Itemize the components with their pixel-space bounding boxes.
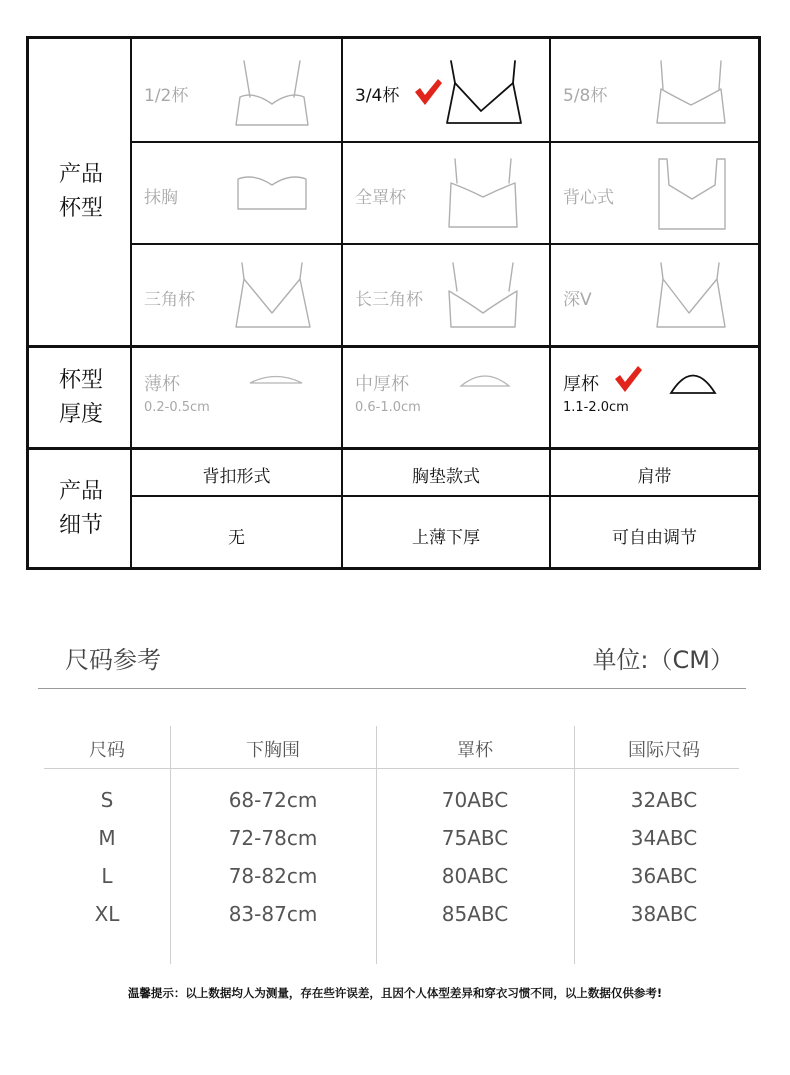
cup-type-label: 背心式 [563,188,614,208]
thickness-label: 厚杯 [563,374,599,395]
cup-type-label: 3/4杯 [355,86,400,106]
detail-header-cell [551,450,758,495]
half-cup-icon [232,59,312,131]
detail-value-cell [551,497,758,567]
detail-header: 背扣形式 [202,467,271,487]
table-cell: 80ABC [441,864,509,888]
table-cell: M [98,826,116,850]
cup-type-label: 5/8杯 [563,86,608,106]
detail-value-cell [132,497,341,567]
detail-value: 无 [228,528,245,548]
table-cell: 78-82cm [228,864,318,888]
deep-v-icon [651,261,731,333]
cup-type-cell [551,245,758,345]
table-cell: S [100,788,114,812]
medium-pad-icon [459,372,511,390]
table-cell: 75ABC [441,826,509,850]
thickness-range: 1.1-2.0cm [563,400,629,415]
detail-header: 肩带 [637,467,672,487]
header-divider [44,768,739,769]
thickness-range: 0.6-1.0cm [355,400,421,415]
column-header: 国际尺码 [628,740,700,761]
unit-label: 单位:（CM） [592,646,734,674]
thickness-label: 中厚杯 [355,374,409,395]
detail-header-cell [343,450,549,495]
table-cell: 85ABC [441,902,509,926]
check-mark-icon [613,364,643,394]
table-cell: 34ABC [630,826,698,850]
column-header: 下胸围 [246,740,300,761]
thickness-cell [343,348,549,447]
thin-pad-icon [248,372,304,386]
full-cup-icon [443,157,523,231]
cup-type-label: 三角杯 [144,290,195,310]
cup-type-section-label: 产品 杯型 [58,162,103,221]
table-cell: 70ABC [441,788,509,812]
detail-value: 上薄下厚 [412,528,480,548]
cup-type-cell [132,39,341,141]
cup-type-cell [343,245,549,345]
table-cell: 68-72cm [228,788,318,812]
details-section-label: 产品 细节 [58,478,103,538]
cup-type-cell [551,39,758,141]
vest-style-icon [655,157,729,233]
table-cell: L [101,864,113,888]
table-cell: 83-87cm [228,902,318,926]
long-triangle-cup-icon [443,261,523,333]
measurement-note: 温馨提示：以上数据均人为测量，存在些许误差，且因个人体型差异和穿衣习惯不同，以上数据仅供参考! [127,986,663,1000]
thickness-range: 0.2-0.5cm [144,400,210,415]
title-divider [38,688,746,689]
three-quarter-cup-icon [443,59,525,129]
check-mark-icon [413,77,443,107]
detail-header: 胸垫款式 [412,467,480,487]
table-cell: 36ABC [630,864,698,888]
table-cell: XL [94,902,120,926]
cup-type-cell [551,143,758,243]
five-eighth-cup-icon [651,59,731,129]
table-cell: 72-78cm [228,826,318,850]
triangle-cup-icon [232,261,314,333]
detail-header-cell [132,450,341,495]
cup-type-label: 深V [563,290,592,310]
table-cell: 32ABC [630,788,698,812]
cup-type-label: 长三角杯 [355,290,423,310]
cup-type-cell [132,245,341,345]
thick-pad-icon [669,372,717,396]
size-reference-title: 尺码参考 [65,646,161,674]
product-spec-table [26,36,761,570]
table-cell: 38ABC [630,902,698,926]
cup-type-label: 抹胸 [144,188,178,208]
cup-type-label: 1/2杯 [144,86,189,106]
thickness-cell [132,348,341,447]
detail-value: 可自由调节 [612,528,697,548]
cup-type-cell [343,143,549,243]
thickness-cell-selected [551,348,758,447]
cup-type-cell [132,143,341,243]
column-header: 尺码 [89,740,125,761]
cup-type-cell-selected [343,39,549,141]
cup-type-label: 全罩杯 [355,188,406,208]
detail-value-cell [343,497,549,567]
thickness-label: 薄杯 [144,374,180,395]
tube-top-icon [232,171,312,213]
thickness-section-label: 杯型 厚度 [58,367,103,427]
column-header: 罩杯 [457,740,493,761]
